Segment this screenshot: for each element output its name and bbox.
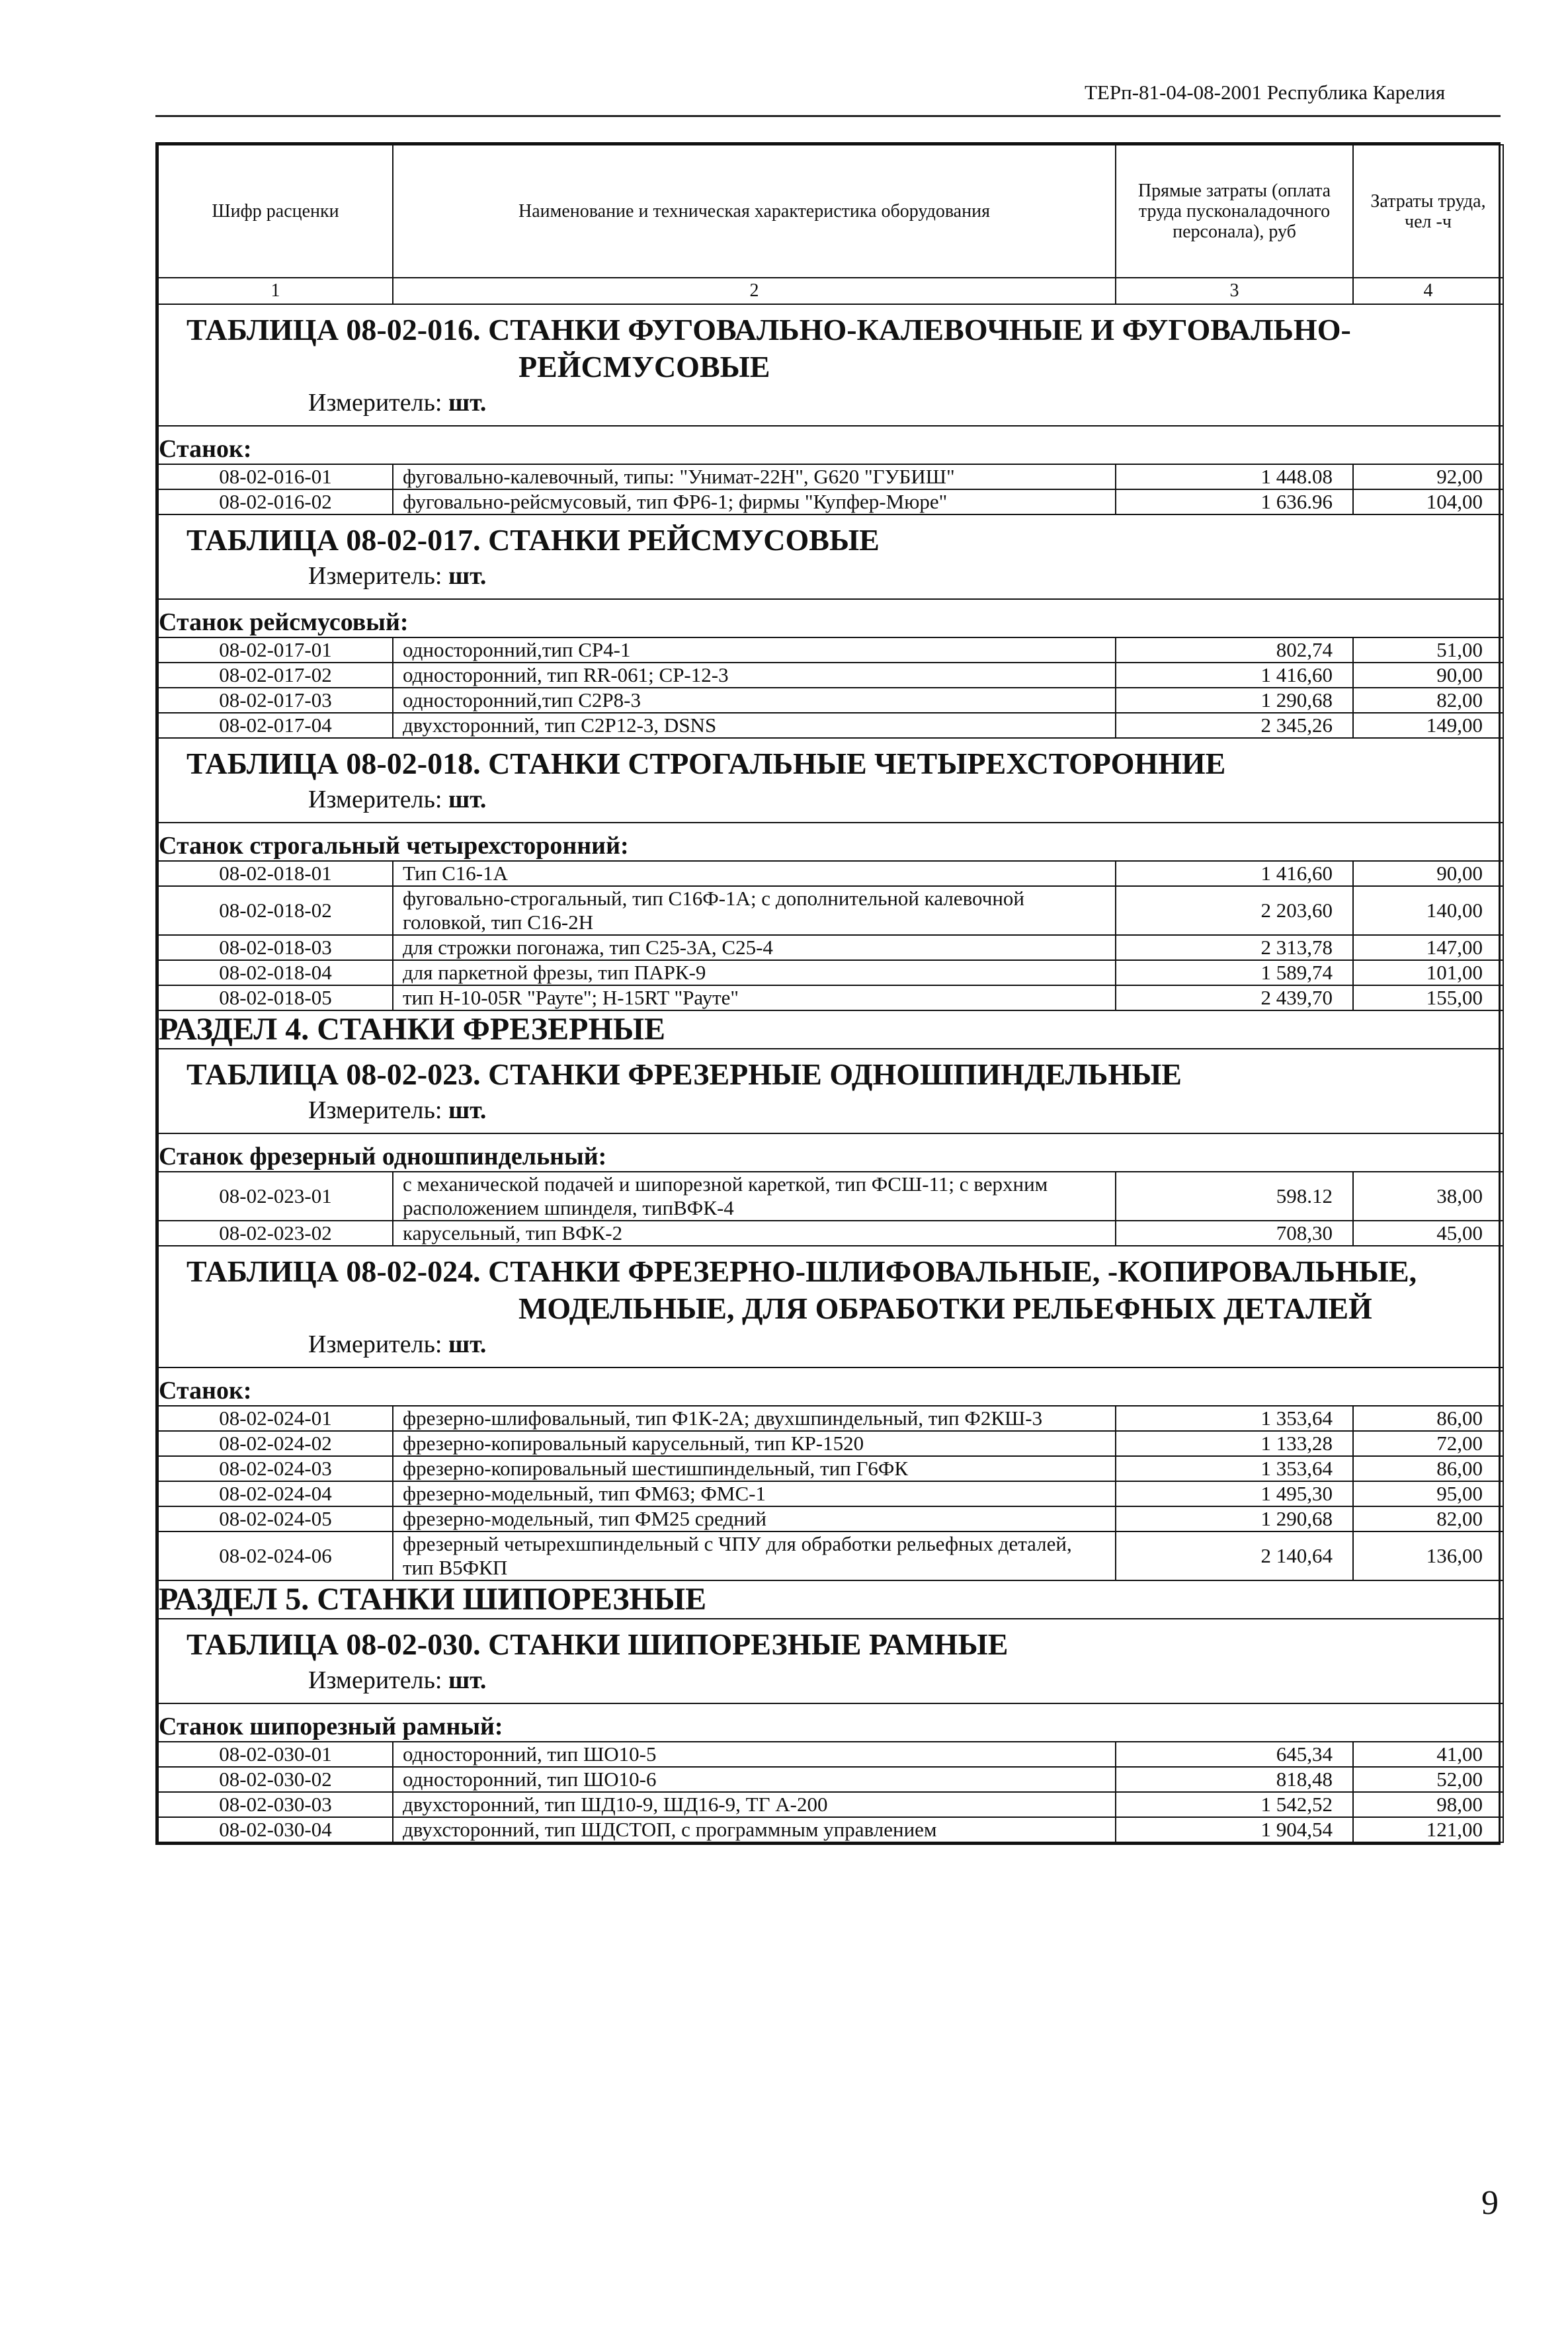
- rate-code: 08-02-030-03: [158, 1792, 393, 1817]
- equipment-name: для строжки погонажа, тип С25-3А, С25-4: [393, 935, 1116, 960]
- column-number-row: [158, 278, 1503, 304]
- labor-hours: 147,00: [1353, 935, 1503, 960]
- table-row: [158, 1531, 1503, 1580]
- equipment-name: фуговально-калевочный, типы: "Унимат-22Н", G620 "ГУБИШ": [393, 464, 1116, 489]
- equipment-name: тип Н-10-05R "Рауте"; Н-15RT "Рауте": [393, 985, 1116, 1010]
- table-heading: [159, 1246, 1503, 1327]
- rate-code: 08-02-017-04: [158, 713, 393, 738]
- labor-hours: 82,00: [1353, 688, 1503, 713]
- column-header-code: Шифр расценки: [158, 145, 393, 278]
- labor-hours: 140,00: [1353, 886, 1503, 935]
- table-heading-row: [158, 1049, 1503, 1133]
- table-row: [158, 1221, 1503, 1246]
- table-heading-row: [158, 1246, 1503, 1367]
- labor-hours: 121,00: [1353, 1817, 1503, 1842]
- table-row: [158, 1506, 1503, 1531]
- table-row: [158, 489, 1503, 514]
- rate-table-grid: [157, 144, 1504, 1843]
- direct-cost: 645,34: [1116, 1742, 1353, 1767]
- labor-hours: 92,00: [1353, 464, 1503, 489]
- column-header-labor: Затраты труда, чел -ч: [1353, 145, 1503, 278]
- table-row: [158, 1406, 1503, 1431]
- direct-cost: 1 589,74: [1116, 960, 1353, 985]
- measure-unit: шт.: [448, 562, 487, 590]
- labor-hours: 90,00: [1353, 861, 1503, 886]
- table-heading: [159, 1049, 1503, 1093]
- subgroup-label: Станок:: [158, 426, 1503, 464]
- subgroup-label: Станок фрезерный одношпиндельный:: [158, 1133, 1503, 1172]
- labor-hours: 72,00: [1353, 1431, 1503, 1456]
- equipment-name: с механической подачей и шипорезной кареткой, тип ФСШ-11; с верхним расположением шпинделя, типВФК-4: [393, 1172, 1116, 1221]
- labor-hours: 86,00: [1353, 1456, 1503, 1481]
- measure-label: Измеритель:: [308, 786, 442, 813]
- labor-hours: 98,00: [1353, 1792, 1503, 1817]
- measure-line: [159, 1663, 1503, 1703]
- table-heading-cell: [158, 1246, 1503, 1367]
- measure-unit: шт.: [448, 1666, 487, 1694]
- labor-hours: 82,00: [1353, 1506, 1503, 1531]
- labor-hours: 155,00: [1353, 985, 1503, 1010]
- direct-cost: 598.12: [1116, 1172, 1353, 1221]
- table-row: [158, 1792, 1503, 1817]
- rate-code: 08-02-016-01: [158, 464, 393, 489]
- equipment-name: фрезерно-копировальный шестишпиндельный, тип Г6ФК: [393, 1456, 1116, 1481]
- rate-code: 08-02-018-02: [158, 886, 393, 935]
- equipment-name: для паркетной фрезы, тип ПАРК-9: [393, 960, 1116, 985]
- table-heading: [159, 739, 1503, 782]
- direct-cost: 1 495,30: [1116, 1481, 1353, 1506]
- column-number: 2: [393, 278, 1116, 304]
- table-row: [158, 1456, 1503, 1481]
- direct-cost: 1 416,60: [1116, 861, 1353, 886]
- labor-hours: 86,00: [1353, 1406, 1503, 1431]
- subgroup-row: [158, 823, 1503, 861]
- column-header-name: Наименование и техническая характеристика оборудования: [393, 145, 1116, 278]
- labor-hours: 149,00: [1353, 713, 1503, 738]
- labor-hours: 51,00: [1353, 637, 1503, 663]
- measure-line: [159, 1327, 1503, 1367]
- measure-unit: шт.: [448, 1096, 487, 1124]
- table-row: [158, 713, 1503, 738]
- direct-cost: 2 345,26: [1116, 713, 1353, 738]
- document-header: ТЕРп-81-04-08-2001 Республика Карелия: [1085, 81, 1446, 104]
- rate-code: 08-02-018-03: [158, 935, 393, 960]
- direct-cost: 2 140,64: [1116, 1531, 1353, 1580]
- direct-cost: 1 290,68: [1116, 688, 1353, 713]
- equipment-name: фрезерно-копировальный карусельный, тип КР-1520: [393, 1431, 1116, 1456]
- header-rule: [155, 115, 1501, 117]
- rate-code: 08-02-024-05: [158, 1506, 393, 1531]
- section-heading: РАЗДЕЛ 5. СТАНКИ ШИПОРЕЗНЫЕ: [158, 1580, 1503, 1619]
- column-number: 1: [158, 278, 393, 304]
- subgroup-label: Станок рейсмусовый:: [158, 599, 1503, 637]
- table-heading: [159, 305, 1503, 386]
- labor-hours: 90,00: [1353, 663, 1503, 688]
- equipment-name: фрезерно-модельный, тип ФМ63; ФМС-1: [393, 1481, 1116, 1506]
- table-heading-row: [158, 1619, 1503, 1703]
- table-row: [158, 1172, 1503, 1221]
- equipment-name: Тип С16-1А: [393, 861, 1116, 886]
- table-heading-line: ТАБЛИЦА 08-02-030. СТАНКИ ШИПОРЕЗНЫЕ РАМНЫЕ: [186, 1627, 1009, 1661]
- measure-line: [159, 559, 1503, 598]
- table-heading-cell: [158, 738, 1503, 823]
- direct-cost: 1 904,54: [1116, 1817, 1353, 1842]
- table-heading-cell: [158, 514, 1503, 599]
- column-header-cost: Прямые затраты (оплата труда пусконаладочного персонала), руб: [1116, 145, 1353, 278]
- table-row: [158, 886, 1503, 935]
- rate-code: 08-02-018-05: [158, 985, 393, 1010]
- subgroup-row: [158, 1703, 1503, 1742]
- equipment-name: фрезерно-модельный, тип ФМ25 средний: [393, 1506, 1116, 1531]
- labor-hours: 38,00: [1353, 1172, 1503, 1221]
- table-heading-cell: [158, 1049, 1503, 1133]
- table-header: [158, 145, 1503, 304]
- table-heading-row: [158, 738, 1503, 823]
- table-row: [158, 1742, 1503, 1767]
- measure-label: Измеритель:: [308, 1666, 442, 1694]
- labor-hours: 41,00: [1353, 1742, 1503, 1767]
- equipment-name: фуговально-строгальный, тип С16Ф-1А; с дополнительной калевочной головкой, тип С16-2Н: [393, 886, 1116, 935]
- table-row: [158, 1767, 1503, 1792]
- direct-cost: 1 542,52: [1116, 1792, 1353, 1817]
- measure-line: [159, 1093, 1503, 1133]
- direct-cost: 708,30: [1116, 1221, 1353, 1246]
- equipment-name: двухсторонний, тип ШД10-9, ШД16-9, ТГ А-200: [393, 1792, 1116, 1817]
- rate-code: 08-02-023-01: [158, 1172, 393, 1221]
- labor-hours: 104,00: [1353, 489, 1503, 514]
- direct-cost: 1 636.96: [1116, 489, 1353, 514]
- table-row: [158, 1481, 1503, 1506]
- table-heading-continuation: МОДЕЛЬНЫЕ, ДЛЯ ОБРАБОТКИ РЕЛЬЕФНЫХ ДЕТАЛЕЙ: [518, 1291, 1372, 1325]
- direct-cost: 1 133,28: [1116, 1431, 1353, 1456]
- measure-unit: шт.: [448, 786, 487, 813]
- table-row: [158, 637, 1503, 663]
- table-body: [158, 304, 1503, 1842]
- section-row: [158, 1010, 1503, 1049]
- labor-hours: 52,00: [1353, 1767, 1503, 1792]
- table-heading-line: ТАБЛИЦА 08-02-018. СТАНКИ СТРОГАЛЬНЫЕ ЧЕТЫРЕХСТОРОННИЕ: [186, 747, 1226, 780]
- labor-hours: 45,00: [1353, 1221, 1503, 1246]
- equipment-name: односторонний,тип С2Р8-3: [393, 688, 1116, 713]
- section-row: [158, 1580, 1503, 1619]
- table-row: [158, 861, 1503, 886]
- table-heading-row: [158, 304, 1503, 426]
- column-number: 4: [1353, 278, 1503, 304]
- subgroup-row: [158, 599, 1503, 637]
- rate-code: 08-02-017-01: [158, 637, 393, 663]
- direct-cost: 1 290,68: [1116, 1506, 1353, 1531]
- labor-hours: 136,00: [1353, 1531, 1503, 1580]
- rate-code: 08-02-017-03: [158, 688, 393, 713]
- rate-code: 08-02-017-02: [158, 663, 393, 688]
- table-row: [158, 935, 1503, 960]
- measure-label: Измеритель:: [308, 389, 442, 417]
- table-heading: [159, 1619, 1503, 1663]
- rate-code: 08-02-016-02: [158, 489, 393, 514]
- rate-code: 08-02-018-01: [158, 861, 393, 886]
- table-row: [158, 985, 1503, 1010]
- rate-table: [155, 142, 1501, 1845]
- rate-code: 08-02-024-04: [158, 1481, 393, 1506]
- direct-cost: 1 448.08: [1116, 464, 1353, 489]
- measure-unit: шт.: [448, 1330, 487, 1358]
- table-row: [158, 663, 1503, 688]
- equipment-name: фрезерно-шлифовальный, тип Ф1К-2А; двухшпиндельный, тип Ф2КШ-3: [393, 1406, 1116, 1431]
- table-row: [158, 464, 1503, 489]
- table-heading-row: [158, 514, 1503, 599]
- rate-code: 08-02-030-04: [158, 1817, 393, 1842]
- equipment-name: двухсторонний, тип С2Р12-3, DSNS: [393, 713, 1116, 738]
- equipment-name: карусельный, тип ВФК-2: [393, 1221, 1116, 1246]
- table-row: [158, 1817, 1503, 1842]
- measure-line: [159, 386, 1503, 425]
- equipment-name: фрезерный четырехшпиндельный с ЧПУ для обработки рельефных деталей, тип В5ФКП: [393, 1531, 1116, 1580]
- equipment-name: односторонний,тип СР4-1: [393, 637, 1116, 663]
- column-number: 3: [1116, 278, 1353, 304]
- measure-label: Измеритель:: [308, 562, 442, 590]
- equipment-name: фуговально-рейсмусовый, тип ФР6-1; фирмы "Купфер-Мюре": [393, 489, 1116, 514]
- equipment-name: односторонний, тип RR-061; СР-12-3: [393, 663, 1116, 688]
- table-heading-cell: [158, 304, 1503, 426]
- rate-code: 08-02-024-02: [158, 1431, 393, 1456]
- table-heading-line: ТАБЛИЦА 08-02-023. СТАНКИ ФРЕЗЕРНЫЕ ОДНОШПИНДЕЛЬНЫЕ: [186, 1057, 1182, 1091]
- measure-label: Измеритель:: [308, 1330, 442, 1358]
- labor-hours: 101,00: [1353, 960, 1503, 985]
- table-row: [158, 688, 1503, 713]
- rate-code: 08-02-030-02: [158, 1767, 393, 1792]
- direct-cost: 818,48: [1116, 1767, 1353, 1792]
- table-heading-cell: [158, 1619, 1503, 1703]
- table-heading-line: ТАБЛИЦА 08-02-024. СТАНКИ ФРЕЗЕРНО-ШЛИФОВАЛЬНЫЕ, -КОПИРОВАЛЬНЫЕ,: [186, 1254, 1417, 1288]
- equipment-name: двухсторонний, тип ШДСТОП, с программным управлением: [393, 1817, 1116, 1842]
- measure-unit: шт.: [448, 389, 487, 417]
- page-number: 9: [1481, 2184, 1499, 2222]
- subgroup-label: Станок шипорезный рамный:: [158, 1703, 1503, 1742]
- direct-cost: 1 416,60: [1116, 663, 1353, 688]
- section-heading: РАЗДЕЛ 4. СТАНКИ ФРЕЗЕРНЫЕ: [158, 1010, 1503, 1049]
- measure-label: Измеритель:: [308, 1096, 442, 1124]
- table-heading-continuation: РЕЙСМУСОВЫЕ: [518, 350, 770, 384]
- subgroup-row: [158, 426, 1503, 464]
- rate-code: 08-02-023-02: [158, 1221, 393, 1246]
- measure-line: [159, 782, 1503, 822]
- table-heading: [159, 515, 1503, 559]
- subgroup-label: Станок строгальный четырехсторонний:: [158, 823, 1503, 861]
- rate-code: 08-02-018-04: [158, 960, 393, 985]
- direct-cost: 2 313,78: [1116, 935, 1353, 960]
- direct-cost: 1 353,64: [1116, 1456, 1353, 1481]
- subgroup-row: [158, 1367, 1503, 1406]
- labor-hours: 95,00: [1353, 1481, 1503, 1506]
- rate-code: 08-02-030-01: [158, 1742, 393, 1767]
- equipment-name: односторонний, тип ШО10-6: [393, 1767, 1116, 1792]
- rate-code: 08-02-024-06: [158, 1531, 393, 1580]
- direct-cost: 2 439,70: [1116, 985, 1353, 1010]
- subgroup-label: Станок:: [158, 1367, 1503, 1406]
- subgroup-row: [158, 1133, 1503, 1172]
- table-heading-line: ТАБЛИЦА 08-02-016. СТАНКИ ФУГОВАЛЬНО-КАЛЕВОЧНЫЕ И ФУГОВАЛЬНО-: [186, 313, 1351, 347]
- direct-cost: 1 353,64: [1116, 1406, 1353, 1431]
- table-heading-line: ТАБЛИЦА 08-02-017. СТАНКИ РЕЙСМУСОВЫЕ: [186, 523, 880, 557]
- equipment-name: односторонний, тип ШО10-5: [393, 1742, 1116, 1767]
- rate-code: 08-02-024-01: [158, 1406, 393, 1431]
- table-row: [158, 960, 1503, 985]
- rate-code: 08-02-024-03: [158, 1456, 393, 1481]
- direct-cost: 802,74: [1116, 637, 1353, 663]
- direct-cost: 2 203,60: [1116, 886, 1353, 935]
- table-row: [158, 1431, 1503, 1456]
